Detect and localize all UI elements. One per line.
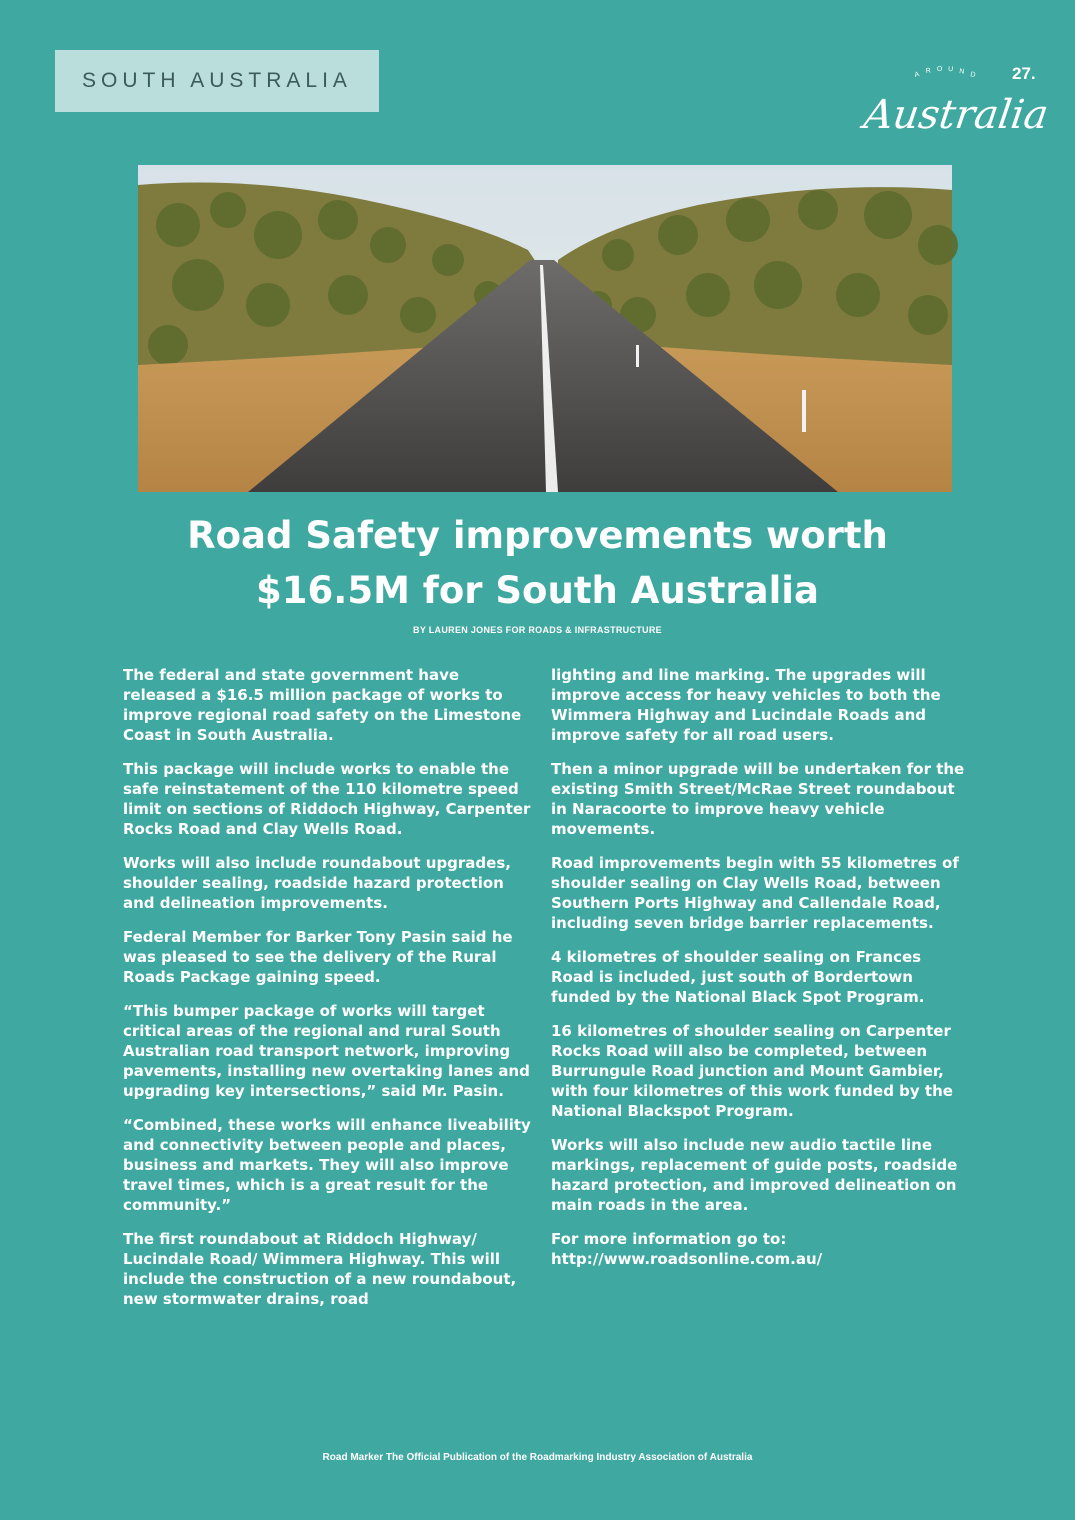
paragraph: Federal Member for Barker Tony Pasin said he was pleased to see the delivery of the Rural Roads Package gaining speed. bbox=[123, 928, 513, 986]
article-left-column bbox=[123, 665, 533, 1323]
paragraph: The federal and state government have released a $16.5 million package of works to improve regional road safety on the Limestone Coast in South Australia. bbox=[123, 666, 522, 744]
paragraph: Works will also include new audio tactile line markings, replacement of guide posts, roadside hazard protection, and improved delineation on main roads in the area. bbox=[551, 1136, 958, 1214]
page-number: 27. bbox=[1012, 64, 1036, 83]
article-title-line-1: Road Safety improvements worth bbox=[187, 514, 888, 557]
svg-text:N: N bbox=[958, 68, 968, 77]
paragraph: Then a minor upgrade will be undertaken for the existing Smith Street/McRae Street roundabout in Naracoorte to improve heavy vehicle movements. bbox=[551, 760, 965, 838]
article-byline: BY LAUREN JONES FOR ROADS & INFRASTRUCTURE bbox=[413, 625, 662, 635]
paragraph: Works will also include roundabout upgrades, shoulder sealing, roadside hazard protection and delineation improvements. bbox=[123, 854, 511, 912]
paragraph: The first roundabout at Riddoch Highway/ Lucindale Road/ Wimmera Highway. This will include the construction of a new roundabout, new stormwater drains, road bbox=[123, 1230, 517, 1308]
svg-text:U: U bbox=[947, 66, 957, 74]
paragraph: 4 kilometres of shoulder sealing on Frances Road is included, just south of Bordertown funded by the National Black Spot Program. bbox=[551, 948, 925, 1006]
article-title bbox=[60, 508, 1015, 618]
article-right-column bbox=[551, 665, 966, 1283]
paragraph: This package will include works to enable the safe reinstatement of the 110 kilometre speed limit on sections of Riddoch Highway, Carpenter Rocks Road and Clay Wells Road. bbox=[123, 760, 531, 838]
svg-text:A: A bbox=[913, 70, 923, 79]
section-label: SOUTH AUSTRALIA bbox=[82, 69, 352, 92]
paragraph: “This bumper package of works will target critical areas of the regional and rural South Australian road transport network, improving pavements, installing new overtaking lanes and upgrading key intersections,” said Mr. Pasin. bbox=[123, 1002, 530, 1100]
svg-text:D: D bbox=[969, 71, 979, 80]
section-badge bbox=[55, 50, 379, 112]
svg-text:Australia: Australia bbox=[861, 92, 1052, 138]
svg-text:R: R bbox=[925, 67, 935, 75]
paragraph: “Combined, these works will enhance liveability and connectivity between people and places, business and markets. They will also improve travel times, which is a great result for the community.” bbox=[123, 1116, 531, 1214]
svg-text:O: O bbox=[936, 65, 946, 73]
road-photo bbox=[138, 165, 952, 492]
paragraph: lighting and line marking. The upgrades will improve access for heavy vehicles to both the Wimmera Highway and Lucindale Roads and improve safety for all road users. bbox=[551, 666, 941, 744]
paragraph: Road improvements begin with 55 kilometres of shoulder sealing on Clay Wells Road, between Southern Ports Highway and Callendale Road, including seven bridge barrier replacements. bbox=[551, 854, 959, 932]
article-title-line-2: $16.5M for South Australia bbox=[256, 569, 819, 612]
publication-footer: Road Marker The Official Publication of the Roadmarking Industry Association of Australia bbox=[322, 1452, 753, 1463]
paragraph: For more information go to: http://www.roadsonline.com.au/ bbox=[551, 1230, 823, 1268]
paragraph: 16 kilometres of shoulder sealing on Carpenter Rocks Road will also be completed, between Burrungule Road junction and Mount Gambier, with four kilometres of this work funded by the National Blackspot Program. bbox=[551, 1022, 953, 1120]
